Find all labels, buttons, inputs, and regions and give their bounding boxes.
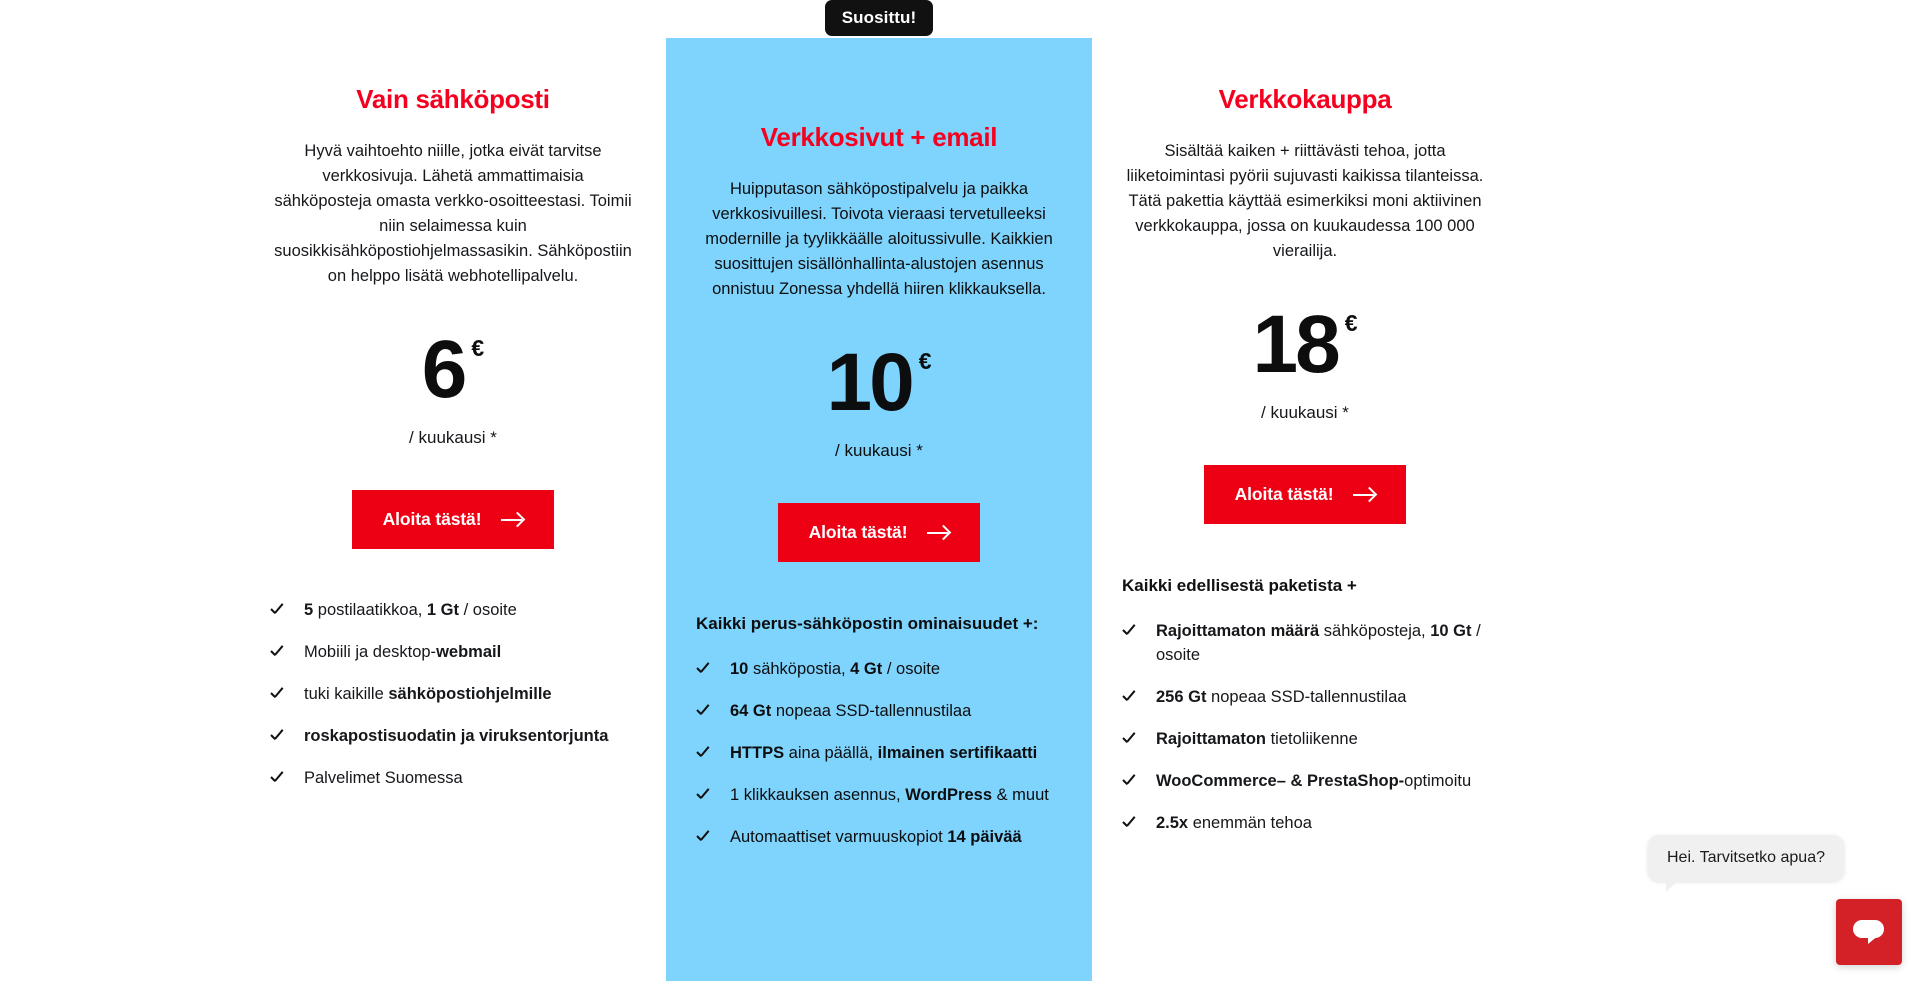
check-icon <box>270 645 287 662</box>
check-icon <box>1122 690 1139 707</box>
feature-item <box>696 658 1062 682</box>
pricing-cards-container <box>240 0 1700 981</box>
feature-item <box>1122 686 1488 710</box>
price-period: / kuukausi * <box>1261 403 1349 423</box>
check-icon <box>696 746 713 763</box>
feature-text: Palvelimet Suomessa <box>304 769 463 788</box>
chat-bubble-icon <box>1852 918 1886 946</box>
plan-description: Sisältää kaiken + riittävästi tehoa, jotta liiketoimintasi pyörii sujuvasti kaikissa tilanteissa. Tätä pakettia käyttää esimerkiksi moni aktiivinen verkkokauppa, jossa on kuukaudessa 100 000 vierailija. <box>1126 142 1484 261</box>
features-section <box>1122 574 1488 835</box>
start-here-button[interactable] <box>778 503 981 562</box>
price-row <box>826 337 932 429</box>
feature-item <box>270 725 636 749</box>
feature-item <box>696 826 1062 850</box>
feature-item <box>270 641 636 665</box>
feature-text: WooCommerce– & PrestaShop-optimoitu <box>1156 771 1472 790</box>
features-section <box>696 612 1062 849</box>
cta-holder <box>696 503 1062 562</box>
feature-text: Automaattiset varmuuskopiot 14 päivää <box>730 827 1022 846</box>
feature-item <box>270 767 636 791</box>
pricing-card-webshop <box>1092 0 1518 894</box>
cta-holder <box>1122 465 1488 524</box>
feature-item <box>270 683 636 707</box>
check-icon <box>270 771 287 788</box>
arrow-right-icon <box>1353 487 1375 503</box>
feature-text: 64 Gt nopeaa SSD-tallennustilaa <box>730 702 972 720</box>
feature-item <box>1122 620 1488 668</box>
price-row <box>1252 299 1358 391</box>
start-here-label: Aloita tästä! <box>1234 484 1334 505</box>
feature-text: tuki kaikille sähköpostiohjelmille <box>304 685 552 704</box>
plan-description: Huipputason sähköpostipalvelu ja paikka verkkosivuillesi. Toivota vieraasi tervetulleeksi modernille ja tyylikkäälle aloitussivulle. Kaikkien suosittujen sisällönhallinta-alustojen asennus onnistuu Zonessa yhdellä hiiren klikkauksella. <box>705 180 1053 299</box>
check-icon <box>1122 732 1139 749</box>
arrow-right-icon <box>927 525 949 541</box>
feature-list <box>270 599 636 791</box>
price-block <box>270 324 636 448</box>
feature-item <box>270 599 636 623</box>
price-block <box>1122 299 1488 423</box>
start-here-button[interactable] <box>352 490 555 549</box>
popular-badge: Suosittu! <box>825 0 934 36</box>
feature-item <box>1122 770 1488 794</box>
popular-badge-holder <box>666 0 1092 36</box>
feature-item <box>696 700 1062 724</box>
feature-text: HTTPS aina päällä, ilmainen sertifikaatti <box>730 743 1038 762</box>
plan-title: Verkkosivut + email <box>760 122 998 152</box>
price-currency: € <box>1344 310 1358 337</box>
plan-title: Verkkokauppa <box>1218 84 1392 114</box>
feature-item <box>1122 812 1488 836</box>
arrow-right-icon <box>501 512 523 528</box>
feature-list <box>696 658 1062 850</box>
feature-text: 256 Gt nopeaa SSD-tallennustilaa <box>1156 687 1407 706</box>
start-here-button[interactable] <box>1204 465 1407 524</box>
pricing-card-website-email <box>666 8 1092 981</box>
feature-item <box>1122 728 1488 752</box>
features-heading: Kaikki edellisestä paketista + <box>1122 576 1357 596</box>
price-block <box>696 337 1062 461</box>
check-icon <box>1122 774 1139 791</box>
feature-text: Mobiili ja desktop-webmail <box>304 643 502 662</box>
plan-description: Hyvä vaihtoehto niille, jotka eivät tarvitse verkkosivuja. Lähetä ammattimaisia sähköposteja omasta verkko-osoitteestasi. Toimii niin selaimessa kuin suosikkisähköpostiohjelmassasikin. Sähköpostiin on helppo lisätä webhotellipalvelu. <box>274 142 632 286</box>
check-icon <box>270 687 287 704</box>
pricing-card-email-only <box>240 0 666 849</box>
feature-text: 2.5x enemmän tehoa <box>1156 813 1312 832</box>
feature-text: 5 postilaatikkoa, 1 Gt / osoite <box>304 601 517 620</box>
cta-holder <box>270 490 636 549</box>
feature-item <box>696 784 1062 808</box>
start-here-label: Aloita tästä! <box>382 509 482 530</box>
feature-text: Rajoittamaton tietoliikenne <box>1156 729 1358 748</box>
check-icon <box>696 830 713 847</box>
price-currency: € <box>471 335 485 362</box>
price-amount: 10 <box>826 337 912 429</box>
price-row <box>421 324 485 416</box>
chat-greeting-bubble[interactable] <box>1648 835 1844 881</box>
price-amount: 6 <box>421 324 465 416</box>
check-icon <box>696 662 713 679</box>
features-section <box>270 599 636 791</box>
check-icon <box>696 704 713 721</box>
check-icon <box>1122 624 1139 641</box>
check-icon <box>270 603 287 620</box>
feature-text: Rajoittamaton määrä sähköposteja, 10 Gt / osoite <box>1156 622 1481 664</box>
price-currency: € <box>918 348 932 375</box>
plan-title: Vain sähköposti <box>356 84 550 114</box>
check-icon <box>696 788 713 805</box>
feature-item <box>696 742 1062 766</box>
chat-launcher-button[interactable] <box>1836 899 1902 965</box>
feature-text: 10 sähköpostia, 4 Gt / osoite <box>730 660 941 679</box>
features-heading: Kaikki perus-sähköpostin ominaisuudet +: <box>696 614 1039 634</box>
check-icon <box>270 729 287 746</box>
price-period: / kuukausi * <box>409 428 497 448</box>
price-amount: 18 <box>1252 299 1338 391</box>
feature-text: 1 klikkauksen asennus, WordPress & muut <box>730 785 1049 804</box>
price-period: / kuukausi * <box>835 441 923 461</box>
chat-widget <box>1648 835 1902 965</box>
start-here-label: Aloita tästä! <box>808 522 908 543</box>
chat-greeting-text: Hei. Tarvitsetko apua? <box>1666 849 1825 866</box>
feature-text: roskapostisuodatin ja viruksentorjunta <box>304 727 609 746</box>
feature-list <box>1122 620 1488 836</box>
check-icon <box>1122 816 1139 833</box>
